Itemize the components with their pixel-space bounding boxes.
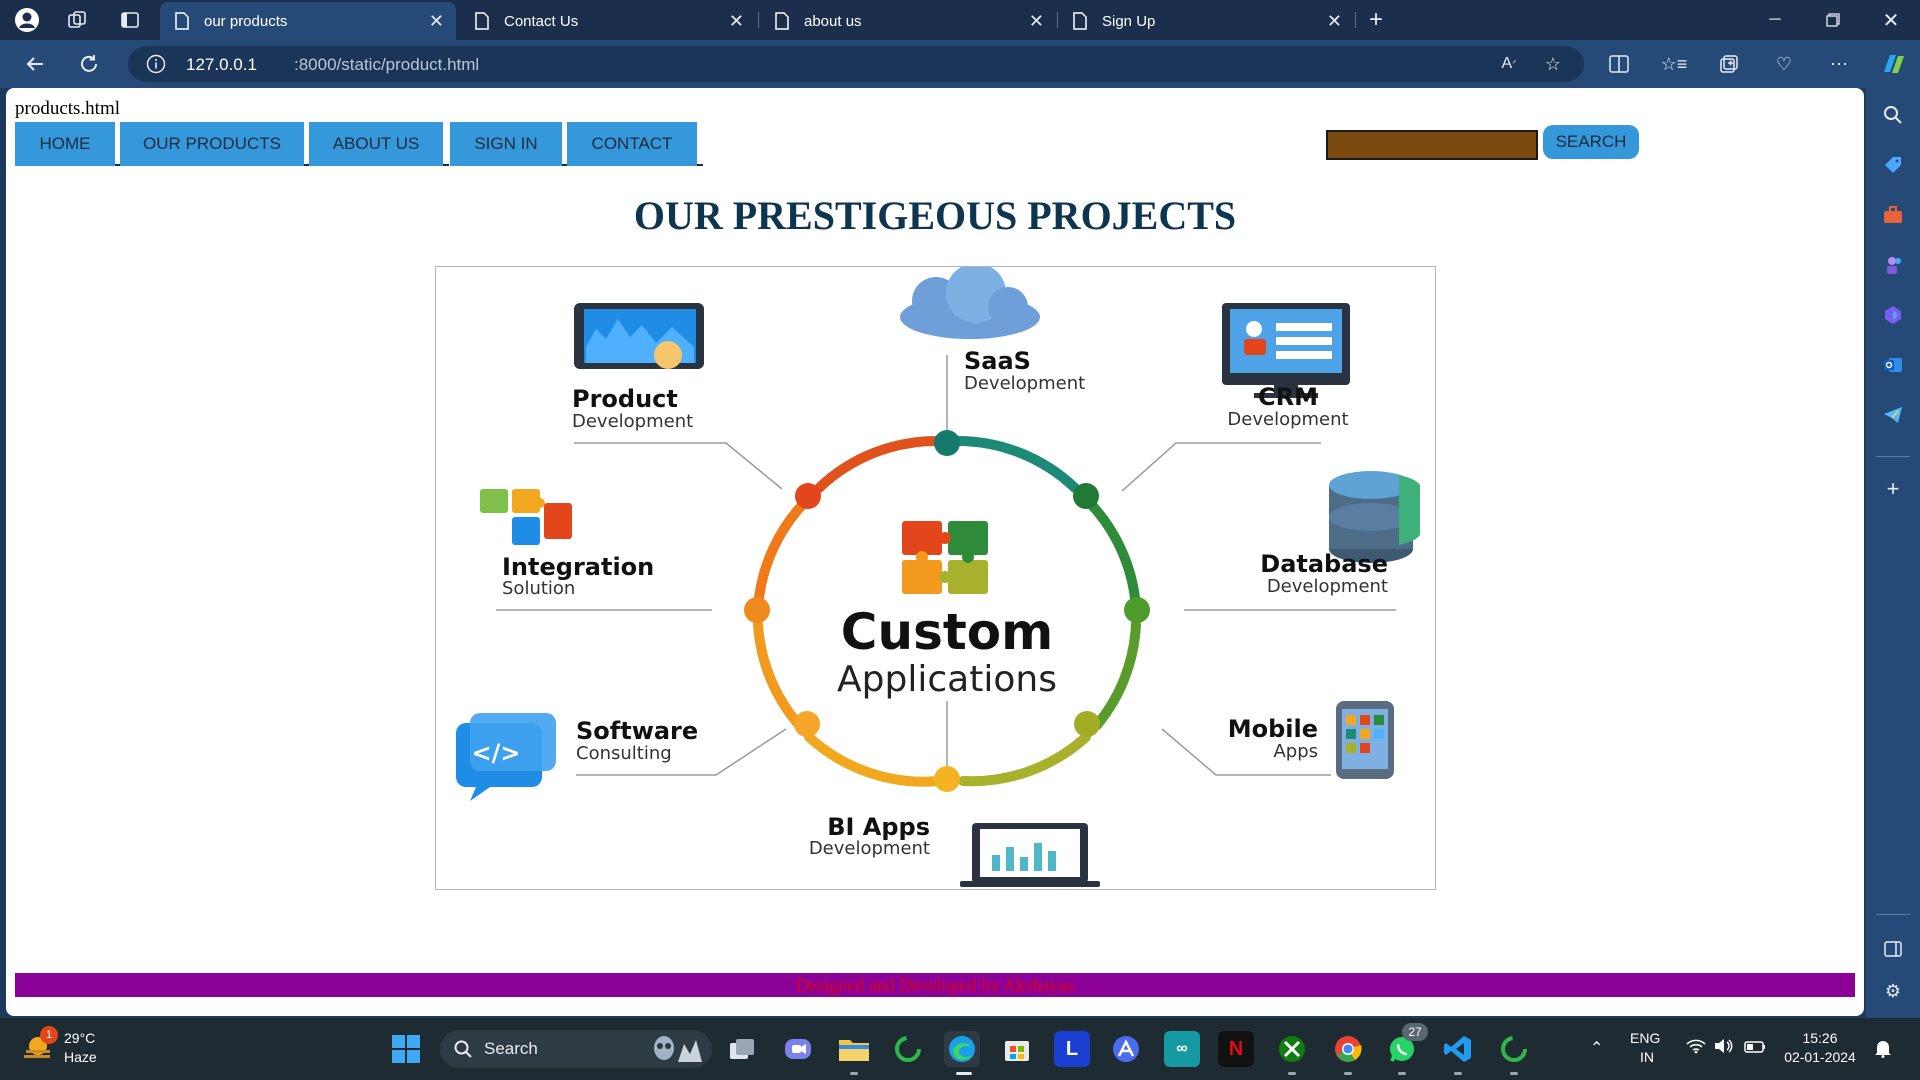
show-hidden-icons-icon[interactable]: ⌃ <box>1590 1040 1604 1057</box>
search-button[interactable]: SEARCH <box>1543 125 1639 159</box>
notification-bell-icon[interactable] <box>1874 1038 1892 1061</box>
service-subtitle: Development <box>964 373 1086 394</box>
browser-essentials-icon[interactable]: ♡ <box>1775 53 1793 74</box>
split-screen-icon[interactable] <box>1602 48 1636 80</box>
language-in[interactable]: IN <box>1640 1049 1654 1065</box>
service-subtitle: Development <box>1266 576 1388 597</box>
service-subtitle: Development <box>808 838 930 859</box>
close-tab-icon[interactable]: ✕ <box>428 11 444 31</box>
microsoft-365-icon[interactable] <box>1878 300 1908 330</box>
tab-about-us[interactable] <box>760 2 1056 40</box>
weather-widget[interactable] <box>22 1029 58 1066</box>
center-title: Custom <box>840 603 1054 661</box>
nav-our-products[interactable]: OUR PRODUCTS <box>120 122 304 166</box>
tablet-icon <box>574 303 704 369</box>
tab-separator <box>1355 12 1356 28</box>
tab-contact-us[interactable] <box>460 2 756 40</box>
nav-underline <box>697 164 703 166</box>
running-indicator <box>1510 1072 1518 1075</box>
favorites-icon[interactable]: ☆≡ <box>1660 53 1688 74</box>
running-indicator <box>1344 1072 1352 1075</box>
close-tab-icon[interactable]: ✕ <box>728 11 744 31</box>
service-title: Product <box>572 385 678 413</box>
netflix-icon[interactable]: N <box>1218 1031 1254 1067</box>
tab-label: about us <box>804 12 862 30</box>
tab-actions-icon[interactable] <box>113 4 147 36</box>
mobile-phone-icon <box>1336 701 1394 779</box>
service-title: CRM <box>1258 383 1318 411</box>
active-indicator <box>956 1072 972 1075</box>
whatsapp-icon[interactable] <box>1384 1025 1422 1067</box>
clock-date[interactable]: 02-01-2024 <box>1784 1049 1856 1065</box>
svg-text:</>: </> <box>471 739 521 767</box>
windows-start-icon[interactable] <box>388 1031 424 1067</box>
running-indicator <box>1454 1072 1462 1075</box>
taskbar-search[interactable] <box>440 1030 712 1068</box>
footer-credit: Designed and Developed by Akshayaa <box>15 973 1855 997</box>
tab-separator <box>758 12 759 28</box>
close-tab-icon[interactable]: ✕ <box>1028 11 1044 31</box>
add-sidebar-app-icon[interactable]: + <box>1886 476 1900 501</box>
close-window-icon[interactable]: ✕ <box>1882 9 1900 32</box>
refresh-icon[interactable] <box>72 48 106 80</box>
ring-node <box>1074 711 1100 737</box>
page-icon <box>474 12 490 30</box>
vscode-icon[interactable] <box>1440 1031 1476 1067</box>
app-loading-green-icon[interactable] <box>890 1031 926 1067</box>
outlook-icon[interactable] <box>1878 350 1908 380</box>
arduino-icon[interactable]: ∞ <box>1164 1031 1200 1067</box>
service-title: BI Apps <box>827 813 930 841</box>
games-icon[interactable] <box>1878 250 1908 280</box>
ring-node <box>934 430 960 456</box>
more-options-icon[interactable]: ⋯ <box>1830 53 1848 74</box>
url-field[interactable] <box>128 46 1584 82</box>
service-subtitle: Development <box>572 411 694 432</box>
taskbar-search-label: Search <box>484 1039 538 1058</box>
file-label: products.html <box>15 98 121 119</box>
service-title: SaaS <box>964 347 1031 375</box>
edge-browser-icon[interactable] <box>944 1031 980 1067</box>
ring-node <box>795 483 821 509</box>
minimize-icon[interactable]: ─ <box>1769 11 1781 28</box>
search-icon[interactable] <box>1878 100 1908 130</box>
page-viewport <box>6 88 1864 1016</box>
url-path: :8000/static/product.html <box>294 55 480 74</box>
file-explorer-icon[interactable] <box>836 1031 872 1067</box>
collections-icon[interactable] <box>1712 48 1746 80</box>
copilot-icon[interactable] <box>1876 48 1910 80</box>
integration-puzzle-icon <box>480 489 572 545</box>
cloud-icon <box>900 267 1040 339</box>
shopping-tag-icon[interactable] <box>1878 150 1908 180</box>
sidebar-divider <box>1876 914 1910 915</box>
nav-about-us[interactable]: ABOUT US <box>309 122 443 166</box>
tab-label: Sign Up <box>1102 12 1156 30</box>
new-tab-icon[interactable]: + <box>1368 6 1383 33</box>
service-title: Software <box>576 717 699 745</box>
puzzle-icon <box>902 521 988 594</box>
volume-icon[interactable] <box>1714 1038 1734 1057</box>
weather-badge: 1 <box>40 1026 58 1044</box>
ring-node <box>934 766 960 792</box>
tab-sign-up[interactable] <box>1058 2 1354 40</box>
wifi-icon[interactable] <box>1686 1038 1706 1057</box>
search-icon <box>454 1040 472 1058</box>
edge-sidebar <box>1866 88 1920 1018</box>
browser-title-bar <box>0 0 1920 40</box>
search-highlight-icon <box>646 1034 706 1064</box>
service-title: Integration <box>502 553 655 581</box>
tab-our-products[interactable] <box>160 2 456 40</box>
nav-home[interactable]: HOME <box>15 122 115 166</box>
page-icon <box>774 12 790 30</box>
xbox-icon[interactable] <box>1274 1031 1310 1067</box>
clock-time[interactable]: 15:26 <box>1802 1030 1838 1046</box>
ring-node <box>1073 483 1099 509</box>
favorite-star-icon[interactable]: ☆ <box>1544 53 1562 74</box>
code-bubble-icon <box>456 713 556 801</box>
url-host: 127.0.0.1 <box>186 55 257 74</box>
read-aloud-icon[interactable]: A ᐟ <box>1501 55 1517 72</box>
laptop-chart-icon <box>960 823 1100 887</box>
service-title: Mobile <box>1227 715 1318 743</box>
telegram-icon[interactable] <box>1878 400 1908 430</box>
address-bar <box>0 40 1920 88</box>
projects-infographic <box>435 266 1436 890</box>
language-eng[interactable]: ENG <box>1630 1030 1661 1046</box>
page-icon <box>1072 12 1088 30</box>
a-app-icon[interactable] <box>1108 1031 1144 1067</box>
ring-node <box>744 597 770 623</box>
microsoft-store-icon[interactable] <box>999 1031 1035 1067</box>
windows-taskbar <box>0 1018 1920 1080</box>
app-loading-green-icon[interactable] <box>1496 1031 1532 1067</box>
ring-node <box>1124 597 1150 623</box>
center-subtitle: Applications <box>837 659 1057 700</box>
chrome-icon[interactable] <box>1330 1031 1366 1067</box>
l-app-icon[interactable]: L <box>1054 1031 1090 1067</box>
service-title: Database <box>1260 550 1388 578</box>
whatsapp-badge: 27 <box>1402 1023 1428 1041</box>
close-tab-icon[interactable]: ✕ <box>1326 11 1342 31</box>
tools-icon[interactable] <box>1878 200 1908 230</box>
back-arrow-icon[interactable] <box>18 48 52 80</box>
running-indicator <box>850 1072 858 1075</box>
profile-avatar-icon[interactable] <box>10 4 44 36</box>
tab-label: Contact Us <box>504 12 579 30</box>
weather-temp: 29°C <box>64 1030 96 1046</box>
settings-gear-icon[interactable]: ⚙ <box>1884 980 1902 1001</box>
task-view-icon[interactable] <box>724 1031 760 1067</box>
page-title: OUR PRESTIGEOUS PROJECTS <box>633 193 1237 238</box>
weather-desc: Haze <box>64 1049 97 1065</box>
service-subtitle: Solution <box>502 578 576 599</box>
teams-chat-icon[interactable] <box>780 1031 816 1067</box>
ring-node <box>794 711 820 737</box>
tab-label: our products <box>204 12 288 30</box>
running-indicator <box>1398 1072 1406 1075</box>
service-subtitle: Development <box>1227 409 1349 430</box>
sidebar-divider <box>1876 456 1910 457</box>
hide-sidebar-icon[interactable] <box>1878 934 1908 964</box>
workspaces-icon[interactable] <box>60 4 94 36</box>
page-icon <box>174 12 190 30</box>
service-subtitle: Apps <box>1273 741 1318 762</box>
restore-icon[interactable] <box>1808 4 1858 36</box>
running-indicator <box>1288 1072 1296 1075</box>
nav-contact[interactable]: CONTACT <box>567 122 697 166</box>
nav-sign-in[interactable]: SIGN IN <box>450 122 562 166</box>
search-input[interactable] <box>1326 130 1538 160</box>
service-subtitle: Consulting <box>576 743 672 764</box>
battery-icon[interactable] <box>1744 1040 1766 1056</box>
nav-underline <box>443 164 449 166</box>
site-info-icon[interactable] <box>146 54 166 74</box>
